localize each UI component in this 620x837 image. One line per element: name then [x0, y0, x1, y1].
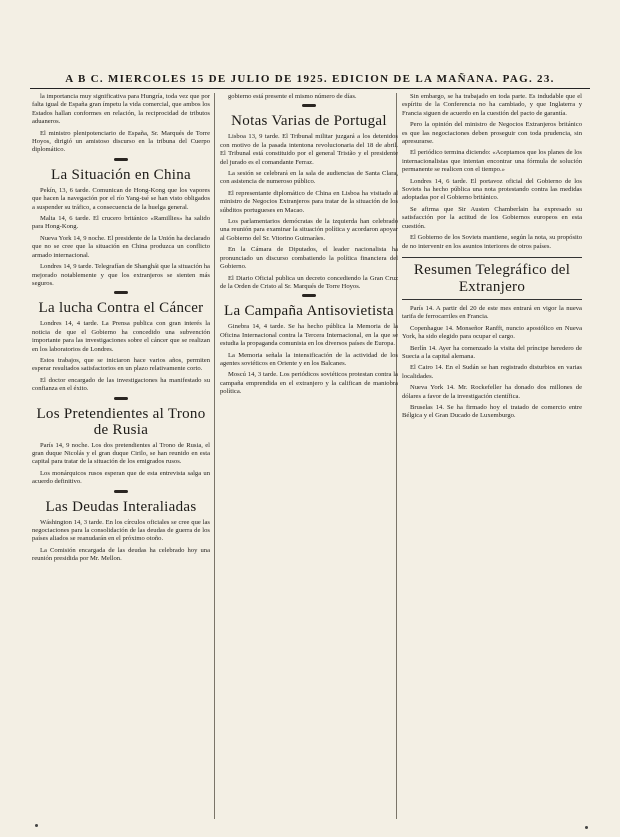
article-paragraph: París 14, 9 noche. Los dos pretendientes al Trono de Rusia, el gran duque Nicolás y el gran duque Cirilo, se han reunido en esta capital para tratar de la situación de los emigrados rusos.	[32, 441, 210, 466]
article-paragraph: La sesión se celebrará en la sala de audiencias de Santa Clara, con asistencia de numeroso público.	[220, 170, 398, 186]
column-2	[220, 93, 398, 821]
ornament-divider	[114, 158, 128, 161]
article-paragraph: El Cairo 14. En el Sudán se han registrado disturbios en varias localidades.	[402, 364, 582, 380]
article-paragraph: Lisboa 13, 9 tarde. El Tribunal militar juzgará a los detenidos con motivo de la pasada intentona revolucionaria del 18 de abril. El Tribunal está constituido por el general Tristão y el presidente del jurado es el comandante Ferraz.	[220, 133, 398, 166]
ornament-divider	[114, 291, 128, 294]
headline-china: La Situación en China	[50, 166, 192, 183]
headline-resumen: Resumen Telegráfico del Extranjero	[413, 261, 571, 295]
headline-deudas: Las Deudas Interaliadas	[45, 498, 197, 515]
article-paragraph: París 14. A partir del 20 de este mes entrará en vigor la nueva tarifa de ferrocarriles en Francia.	[402, 304, 582, 321]
article-paragraph: Nueva York 14. Mr. Rockefeller ha donado dos millones de dólares a favor de la investigación científica.	[402, 384, 582, 400]
resumen-title-box	[402, 257, 582, 300]
article-paragraph: Wáshington 14, 3 tarde. En los círculos oficiales se cree que las negociaciones para la consolidación de las deudas de guerra de los países aliados se reanudarán en el próximo otoño.	[32, 518, 210, 543]
article-paragraph: Bruselas 14. Se ha firmado hoy el tratado de comercio entre Bélgica y el Gran Ducado de Luxemburgo.	[402, 403, 582, 420]
article-paragraph: Berlín 14. Ayer ha comenzado la visita del príncipe heredero de Suecia a la capital alemana.	[402, 344, 582, 360]
ornament-divider	[114, 490, 128, 493]
article-paragraph: El doctor encargado de las investigaciones ha manifestado su confianza en el éxito.	[32, 376, 210, 393]
headline-pretendientes: Los Pretendientes al Trono de Rusia	[36, 405, 206, 438]
article-paragraph: Copenhague 14. Monseñor Ranfft, nuncio apostólico en Nueva York, ha sido elegido para ocupar el cargo.	[402, 324, 582, 341]
article-paragraph: El ministro plenipotenciario de España, Sr. Marqués de Torre Hoyos, dirigió un amistoso discurso en la tribuna del Cuerpo diplomático.	[32, 129, 210, 154]
article-paragraph: Ginebra 14, 4 tarde. Se ha hecho pública la Memoria de la Oficina Internacional contra la Tercera Internacional, en la que se estudia la propaganda comunista en los diversos países de Europa.	[220, 323, 398, 348]
article-paragraph: Se afirma que Sir Austen Chamberlain ha expresado su satisfacción por la actitud de los Gobiernos europeos en esta cuestión.	[402, 205, 582, 230]
article-paragraph: En la Cámara de Diputados, el leader nacionalista ha pronunciado un discurso combatiendo la política financiera del Gobierno.	[220, 246, 398, 271]
article-paragraph: Londres 14, 6 tarde. El portavoz oficial del Gobierno de los Soviets ha hecho pública una nota protestando contra las medidas adoptadas por el Gobierno británico.	[402, 177, 582, 202]
ornament-divider	[114, 397, 128, 400]
article-paragraph: Moscú 14, 3 tarde. Los periódicos soviéticos protestan contra la campaña emprendida en el extranjero y la califican de maniobra política.	[220, 371, 398, 396]
article-paragraph: gobierno está presente el mismo número de días.	[228, 93, 357, 100]
article-paragraph: Londres 14, 9 tarde. Telegrafían de Shanghái que la situación ha mejorado notablemente y que los extranjeros se sienten más seguros.	[32, 263, 210, 287]
ornament-divider	[302, 294, 316, 297]
column-3	[402, 93, 582, 821]
article-paragraph: Estos trabajos, que se iniciaron hace varios años, permiten esperar resultados satisfactorios en un plazo relativamente corto.	[32, 356, 210, 373]
article-paragraph: Londres 14, 4 tarde. La Prensa publica con gran interés la noticia de que el Gobierno ha concedido una subvención importante para las investigaciones sobre el cáncer que se realizan en los laboratorios de Londres.	[32, 320, 210, 353]
ornament-divider	[302, 104, 316, 107]
article-paragraph: El Diario Oficial publica un decreto concediendo la Gran Cruz de la Orden de Cristo al Sr. Marqués de Torre Hoyos.	[220, 274, 398, 290]
article-paragraph: El Gobierno de los Soviets mantiene, según la nota, su propósito de no intervenir en los asuntos interiores de otros países.	[402, 234, 582, 250]
column-1	[32, 93, 210, 821]
page-header: A B C. MIERCOLES 15 DE JULIO DE 1925. EDICION DE LA MAÑANA. PAG. 23.	[65, 73, 555, 85]
print-speck	[35, 824, 38, 827]
headline-portugal: Notas Varias de Portugal	[231, 113, 387, 130]
article-paragraph: La Memoria señala la intensificación de la actividad de los agentes soviéticos en Oriente y en los Balcanes.	[220, 351, 398, 367]
article-paragraph: Los parlamentarios demócratas de la izquierda han celebrado una reunión para examinar la situación política y acordaron apoyar al Gobierno del Sr. Vitorino Guimarães.	[220, 218, 398, 242]
headline-cancer: La lucha Contra el Cáncer	[38, 300, 204, 317]
article-paragraph: Los monárquicos rusos esperan que de esta entrevista salga un acuerdo definitivo.	[32, 469, 210, 486]
headline-antisovietista: La Campaña Antisovietista	[224, 303, 394, 320]
article-paragraph: El representante diplomático de China en Lisboa ha visitado al ministro de Negocios Extranjeros para tratar de la situación de los súbditos portugueses en Macao.	[220, 189, 398, 214]
article-paragraph: Pero la opinión del ministro de Negocios Extranjeros británico es que las negociaciones deben proseguir con toda prudencia, sin apresurarse.	[402, 121, 582, 146]
article-paragraph: Pekín, 13, 6 tarde. Comunican de Hong-Kong que los vapores que hacen la navegación por el río Yang-tsé se han visto obligados a suspender su tráfico, a consecuencia de la huelga general.	[32, 186, 210, 211]
article-paragraph: Nueva York 14, 9 noche. El presidente de la Unión ha declarado que no se cree que la situación en China produzca un conflicto armado internacional.	[32, 234, 210, 259]
column-separator	[214, 93, 215, 819]
print-speck	[585, 826, 588, 829]
article-paragraph: Sin embargo, se ha trabajado en toda parte. Es indudable que el espíritu de la Conferencia no ha cambiado, y que Inglaterra y Francia siguen de acuerdo en la cuestión del pacto de garantía.	[402, 93, 582, 117]
article-paragraph: El periódico termina diciendo: «Aceptamos que los planes de los internacionalistas que intentan encontrar una fórmula de solución permanente se realicen con el tiempo.»	[402, 149, 582, 174]
article-paragraph: la importancia muy significativa para Hungría, toda vez que por falta igual de España gran ímpetu la vida comercial, que ambos los Estados hallan conformes en relación, la reciprocidad de tributos aduaneros.	[32, 93, 210, 126]
article-paragraph: La Comisión encargada de las deudas ha celebrado hoy una reunión presidida por Mr. Mellon.	[32, 546, 210, 563]
header-rule	[30, 88, 590, 89]
article-paragraph: Malta 14, 6 tarde. El crucero británico «Ramillies» ha salido para Hong-Kong.	[32, 215, 210, 231]
